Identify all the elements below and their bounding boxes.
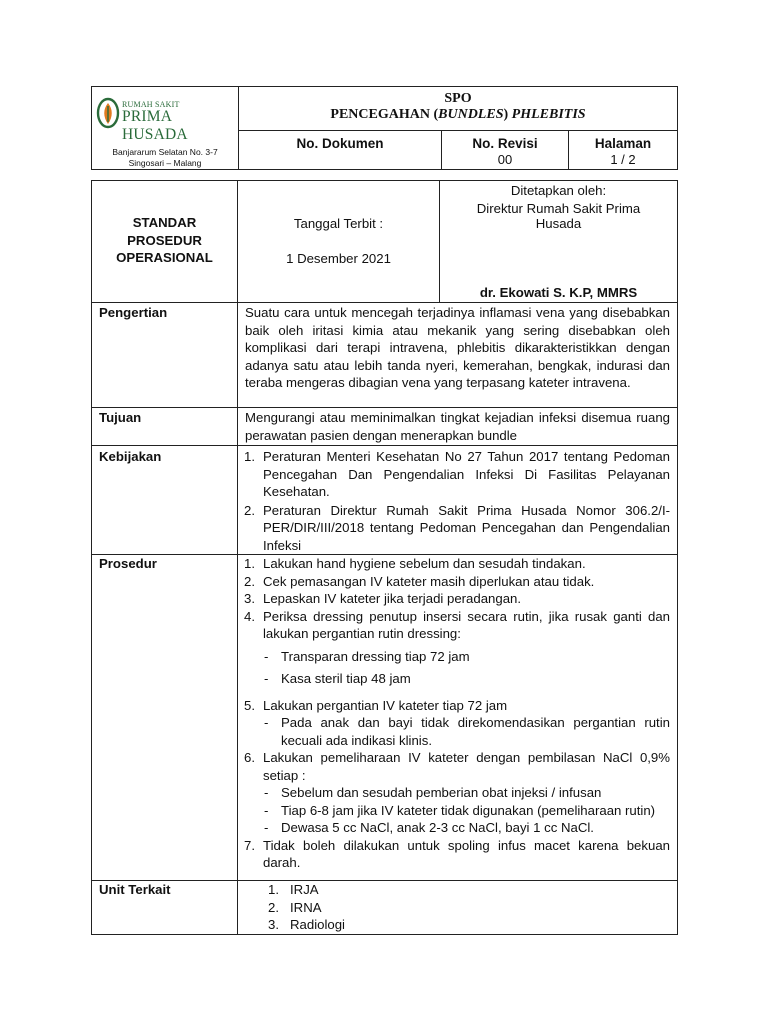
list-item: 6. Lakukan pemeliharaan IV kateter dengan pembilasan NaCl 0,9% setiap : — [244, 750, 670, 783]
kebijakan-cell — [238, 446, 678, 555]
list-item: 5. Lakukan pergantian IV kateter tiap 72 jam — [244, 697, 508, 713]
header-table — [91, 86, 678, 170]
list-item: 3. Lepaskan IV kateter jika terjadi peradangan. — [244, 591, 522, 606]
prosedur-label: Prosedur — [92, 555, 238, 881]
tujuan-label: Tujuan — [92, 408, 238, 446]
kebijakan-label: Kebijakan — [92, 446, 238, 555]
list-item: 4. Periksa dressing penutup insersi secara rutin, jika rusak ganti dan lakukan pergantian rutin dressing: — [244, 608, 670, 641]
sub-list-item: - Kasa steril tiap 48 jam — [264, 671, 411, 686]
no-dokumen-label: No. Dokumen — [296, 136, 384, 152]
sub-list-item: - Sebelum dan sesudah pemberian obat injeksi / infusan — [264, 785, 602, 800]
spo-main-table — [91, 180, 678, 935]
list-item: 1. Lakukan hand hygiene sebelum dan sesudah tindakan. — [244, 556, 586, 571]
list-item: 1. IRJA — [268, 882, 319, 897]
pengertian-text: Suatu cara untuk mencegah terjadinya inflamasi vena yang disebabkan baik oleh iritasi kimia atau mekanik yang sering disebabkan oleh komplikasi dari terapi intravena, phlebitis dikarakteristikkan dengan adanya satu atau lebih tanda nyeri, kemerahan, bengkak, indurasi dan teraba mengeras dibagian vena yang terpasang kateter intravena. — [238, 303, 678, 408]
pengertian-label: Pengertian — [92, 303, 238, 408]
sub-list-item: - Pada anak dan bayi tidak direkomendasikan pergantian rutin kecuali ada indikasi klinis. — [264, 715, 670, 748]
halaman-cell — [569, 131, 678, 170]
signer-name: dr. Ekowati S. K.P, MMRS — [479, 284, 638, 300]
ditetapkan-line: Ditetapkan oleh: — [510, 183, 607, 198]
prosedur-cell — [238, 555, 678, 881]
halaman-value: 1 / 2 — [610, 152, 636, 168]
no-revisi-value: 00 — [497, 152, 513, 168]
std-line: PROSEDUR — [127, 232, 202, 248]
logo-address-cell — [92, 87, 239, 170]
hospital-logo — [92, 87, 238, 143]
spo-title-cell — [239, 87, 678, 131]
ditetapkan-line: Direktur Rumah Sakit Prima — [476, 200, 641, 216]
no-revisi-cell — [442, 131, 569, 170]
hospital-logo-icon — [96, 97, 120, 129]
list-item: 3. Radiologi — [268, 917, 345, 932]
unit-terkait-label: Unit Terkait — [92, 881, 238, 935]
address-line: Banjararum Selatan No. 3-7 — [112, 147, 218, 157]
ditetapkan-cell — [440, 181, 678, 303]
std-cell — [92, 181, 238, 303]
no-dokumen-cell — [239, 131, 442, 170]
tanggal-value: 1 Desember 2021 — [286, 250, 391, 266]
halaman-label: Halaman — [594, 136, 652, 152]
list-item: 1. Peraturan Menteri Kesehatan No 27 Tahun 2017 tentang Pedoman Pencegahan Dan Pengendalian Infeksi Di Fasilitas Pelayanan Kesehatan. — [244, 449, 670, 499]
logo-line1: RUMAH SAKIT — [122, 100, 180, 109]
document-title: PENCEGAHAN (BUNDLES) PHLEBITIS — [330, 107, 586, 122]
sub-list-item: - Tiap 6-8 jam jika IV kateter tidak digunakan (pemeliharaan rutin) — [264, 802, 656, 818]
list-item: 2. Peraturan Direktur Rumah Sakit Prima Husada Nomor 306.2/I-PER/DIR/III/2018 tentang Pedoman Pencegahan dan Pengendalian Infeksi — [244, 502, 670, 553]
list-item: 2. Cek pemasangan IV kateter masih diperlukan atau tidak. — [244, 573, 595, 589]
spo-title: SPO — [444, 91, 472, 106]
std-line: STANDAR — [132, 215, 197, 230]
unit-terkait-cell — [238, 881, 678, 935]
tanggal-terbit-cell — [238, 181, 440, 303]
no-revisi-label: No. Revisi — [472, 136, 538, 152]
tujuan-text: Mengurangi atau meminimalkan tingkat kejadian infeksi disemua ruang perawatan pasien dengan menerapkan bundle — [238, 408, 678, 446]
ditetapkan-line: Husada — [535, 216, 582, 231]
list-item: 2. IRNA — [268, 899, 322, 915]
std-line: OPERASIONAL — [116, 250, 213, 265]
sub-list-item: - Dewasa 5 cc NaCl, anak 2-3 cc NaCl, bayi 1 cc NaCl. — [264, 820, 594, 835]
sub-list-item: - Transparan dressing tiap 72 jam — [264, 648, 470, 664]
tanggal-label: Tanggal Terbit : — [293, 216, 384, 231]
list-item: 7. Tidak boleh dilakukan untuk spoling infus macet karena bekuan darah. — [244, 837, 670, 870]
logo-line2: PRIMA HUSADA — [122, 108, 188, 143]
address-line: Singosari – Malang — [128, 158, 202, 168]
